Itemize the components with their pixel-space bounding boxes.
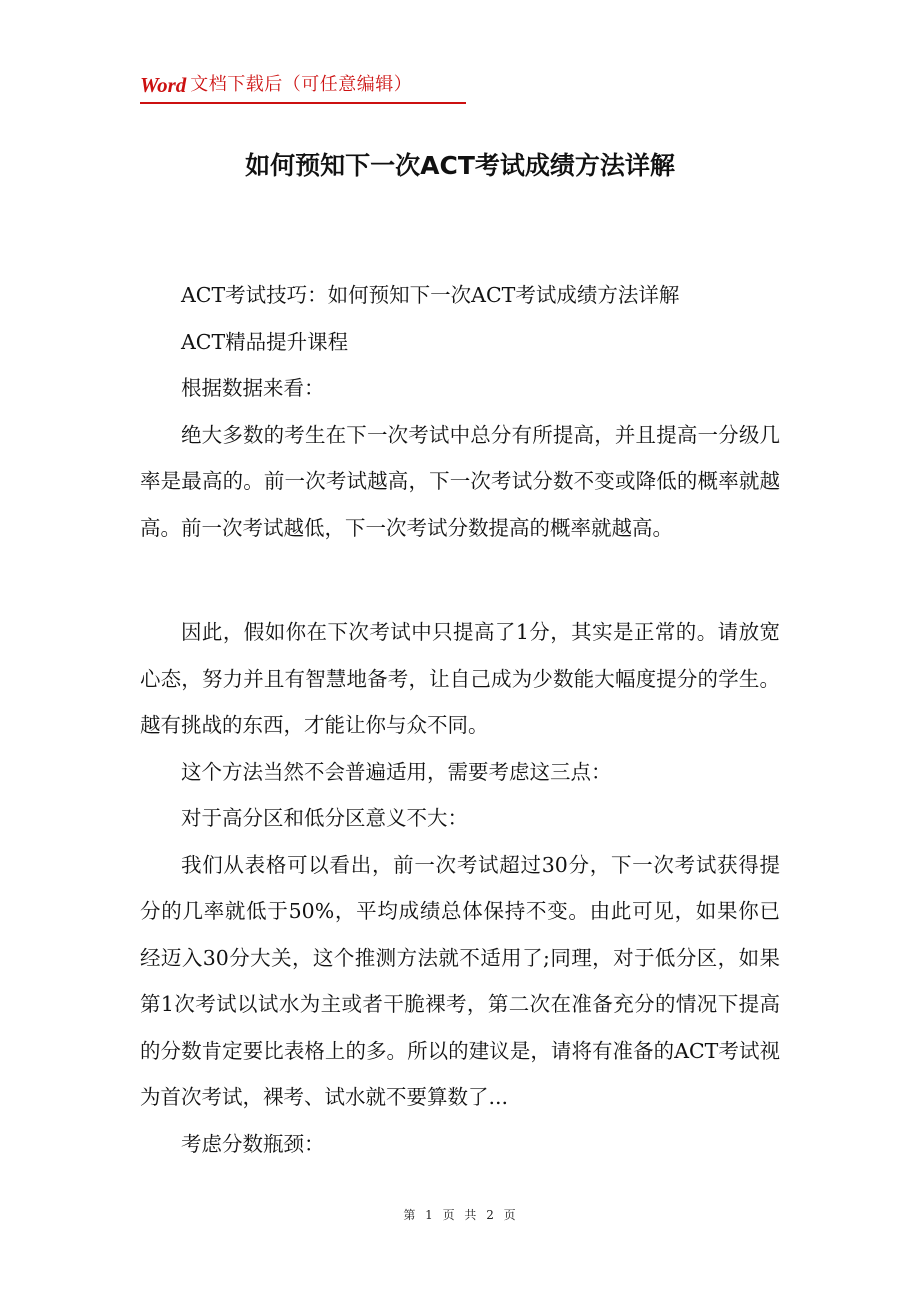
document-body-block-2 xyxy=(140,609,780,1167)
header-brand: Word xyxy=(140,73,187,97)
page-footer: 第 1 页 共 2 页 xyxy=(403,1208,517,1222)
paragraph: 对于高分区和低分区意义不大： xyxy=(181,806,468,830)
document-header xyxy=(140,62,466,104)
paragraph: 这个方法当然不会普遍适用，需要考虑这三点： xyxy=(181,759,612,784)
paragraph: 根据数据来看： xyxy=(181,376,325,400)
paragraph: 考虑分数瓶颈： xyxy=(181,1131,325,1156)
header-label: 文档下载后（可任意编辑） xyxy=(190,74,413,95)
paragraph: ACT精品提升课程 xyxy=(181,329,349,354)
paragraph: 因此，假如你在下次考试中只提高了1分，其实是正常的。请放宽心态，努力并且有智慧地备考，让自己成为少数能大幅度提分的学生。越有挑战的东西，才能让你与众不同。 xyxy=(140,620,780,737)
document-title: 如何预知下一次ACT考试成绩方法详解 xyxy=(245,151,675,180)
paragraph: 我们从表格可以看出，前一次考试超过30分，下一次考试获得提分的几率就低于50%，平均成绩总体保持不变。由此可见，如果你已经迈入30分大关，这个推测方法就不适用了;同理，对于低分区，如果第1次考试以试水为主或者干脆裸考，第二次在准备充分的情况下提高的分数肯定要比表格上的多。所以的建议是，请将有准备的ACT考试视为首次考试，裸考、试水就不要算数了... xyxy=(140,852,780,1109)
paragraph: ACT考试技巧：如何预知下一次ACT考试成绩方法详解 xyxy=(181,283,680,307)
document-body-block-1 xyxy=(140,272,780,551)
paragraph: 绝大多数的考生在下一次考试中总分有所提高，并且提高一分级几率是最高的。前一次考试越高，下一次考试分数不变或降低的概率就越高。前一次考试越低，下一次考试分数提高的概率就越高。 xyxy=(140,422,780,540)
